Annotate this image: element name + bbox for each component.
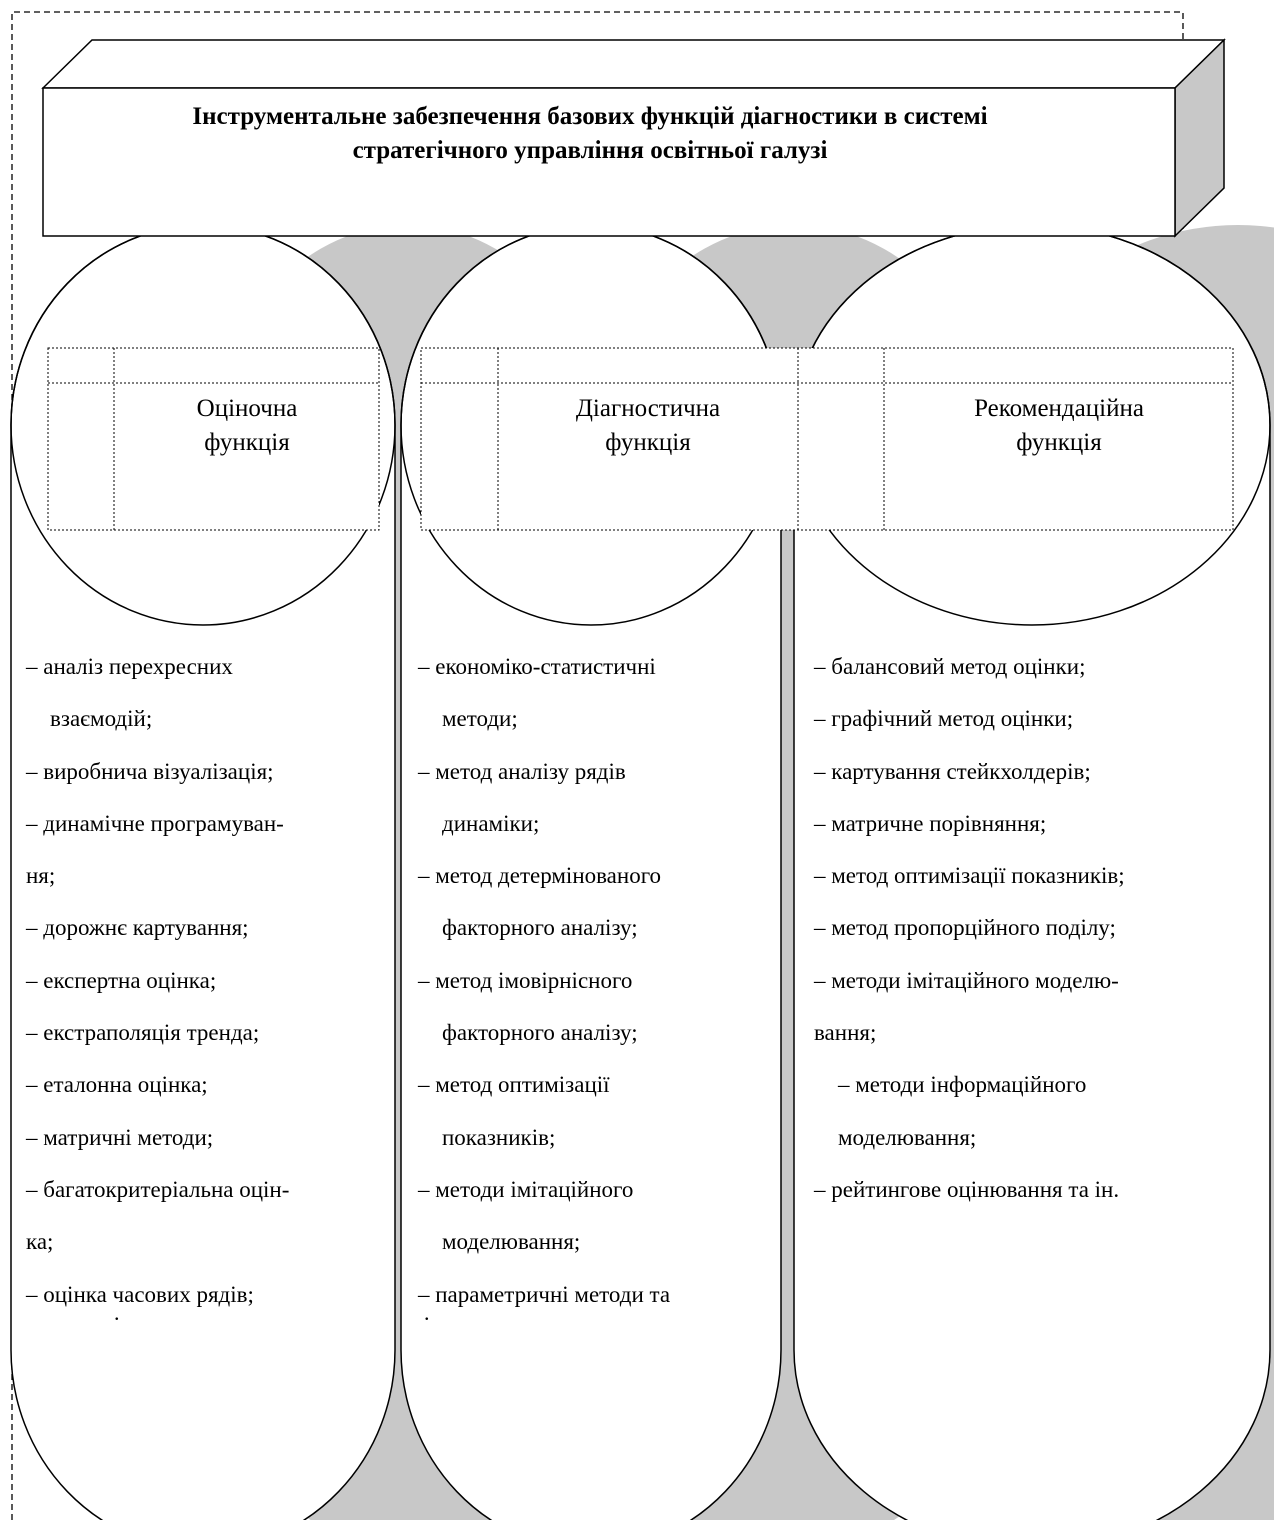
- method-item: показників;: [442, 1124, 556, 1150]
- method-item: динаміки;: [442, 810, 540, 836]
- method-item: – параметричні методи та: [418, 1281, 671, 1307]
- diagram-title-line-2: стратегічного управління освітньої галузі: [352, 137, 828, 164]
- method-item: – метод імовірнісного: [418, 967, 633, 993]
- function-name-line-1: Діагностична: [575, 395, 721, 422]
- method-item: – метод пропорційного поділу;: [814, 915, 1116, 941]
- function-name-line-2: функція: [204, 429, 290, 456]
- method-item: – виробнича візуалізація;: [26, 758, 274, 784]
- method-item: методи;: [442, 706, 518, 732]
- table-grid-2: [421, 348, 1233, 530]
- method-item: – метод оптимізації: [418, 1072, 610, 1098]
- method-item: – картування стейкхолдерів;: [814, 758, 1091, 784]
- method-item: – методи імітаційного моделю-: [814, 967, 1119, 993]
- method-item: – оцінка часових рядів;: [26, 1281, 254, 1307]
- method-item: – еталонна оцінка;: [26, 1072, 208, 1098]
- function-name-line-1: Оціночна: [196, 395, 298, 422]
- method-item: – балансовий метод оцінки;: [814, 654, 1086, 679]
- method-item: ка;: [26, 1229, 54, 1255]
- method-item: – графічний метод оцінки;: [814, 706, 1074, 732]
- method-item: вання;: [814, 1020, 877, 1046]
- method-item: – метод оптимізації показників;: [814, 863, 1125, 889]
- method-item: – експертна оцінка;: [26, 967, 217, 993]
- method-item: – матричні методи;: [26, 1124, 214, 1150]
- method-item: моделювання;: [838, 1124, 977, 1150]
- method-item: – рейтингове оцінювання та ін.: [814, 1176, 1120, 1202]
- method-item: факторного аналізу;: [442, 915, 638, 941]
- table-grid-1: [48, 348, 379, 530]
- diagram-title-line-1: Інструментальне забезпечення базових функцій діагностики в системі: [192, 103, 988, 130]
- method-item: – метод аналізу рядів: [418, 758, 626, 784]
- trailing-dot-evaluative: .: [114, 1300, 120, 1325]
- method-item: взаємодій;: [50, 706, 153, 732]
- method-item: – економіко-статистичні: [418, 654, 656, 679]
- method-item: – методи імітаційного: [418, 1176, 634, 1202]
- method-item: – аналіз перехресних: [26, 654, 233, 679]
- method-item: – багатокритеріальна оцін-: [26, 1176, 290, 1202]
- method-item: – методи інформаційного: [838, 1072, 1087, 1098]
- method-item: – екстраполяція тренда;: [26, 1020, 260, 1046]
- method-item: факторного аналізу;: [442, 1020, 638, 1046]
- function-name-line-2: функція: [605, 429, 691, 456]
- header-3d-block: [43, 40, 1224, 236]
- method-item: – динамічне програмуван-: [26, 810, 284, 836]
- method-item: ня;: [26, 863, 56, 889]
- function-name-line-2: функція: [1016, 429, 1102, 456]
- method-item: – дорожнє картування;: [26, 915, 249, 941]
- method-item: – матричне порівняння;: [814, 810, 1047, 836]
- method-item: моделювання;: [442, 1229, 581, 1255]
- function-name-line-1: Рекомендаційна: [974, 395, 1144, 422]
- method-item: – метод детермінованого: [418, 863, 662, 889]
- trailing-dot-diagnostic: .: [424, 1300, 430, 1325]
